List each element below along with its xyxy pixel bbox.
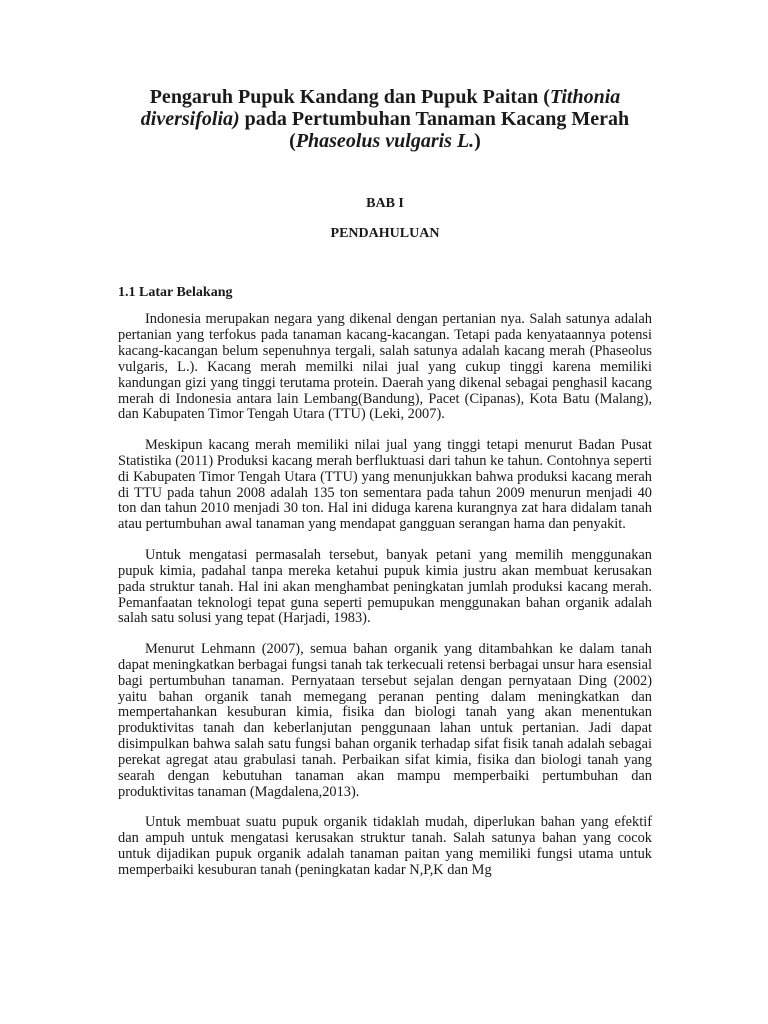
paragraph: Indonesia merupakan negara yang dikenal dengan pertanian nya. Salah satunya adalah pertanian yang terfokus pada tanaman kacang-kacangan. Tetapi pada kenyataannya potensi kacang-kacangan belum sepenuhnya tergali, salah satunya adalah kacang merah (Phaseolus vulgaris, L.). Kacang merah memilki nilai jual yang cukup tinggi karena memiliki kandungan gizi yang tinggi terutama protein. Daerah yang dikenal sebagai penghasil kacang merah di Indonesia antara lain Lembang(Bandung), Pacet (Cipanas), Kota Batu (Malang), dan Kabupaten Timor Tengah Utara (TTU) (Leki, 2007). (118, 311, 652, 423)
title-text-part-5: ) (474, 130, 481, 152)
section-heading: 1.1 Latar Belakang (118, 285, 233, 300)
chapter-title: PENDAHULUAN (330, 226, 440, 241)
title-text-part-3: pada Pertumbuhan Tanaman Kacang Merah ( (239, 108, 630, 152)
paragraph: Meskipun kacang merah memiliki nilai jual yang tinggi tetapi menurut Badan Pusat Statistika (2011) Produksi kacang merah berfluktuasi dari tahun ke tahun. Contohnya seperti di Kabupaten Timor Tengah Utara (TTU) yang menunjukkan bahwa produksi kacang merah di TTU pada tahun 2008 adalah 135 ton sementara pada tahun 2009 menurun menjadi 40 ton dan tahun 2010 menjadi 30 ton. Hal ini diduga karena kurangnya zat hara didalam tanah atau pertumbuhan awal tanaman yang mendapat gangguan serangan hama dan penyakit. (118, 436, 652, 533)
title-species-tithonia: Tithonia diversifolia) (140, 86, 621, 130)
paragraph: Untuk membuat suatu pupuk organik tidaklah mudah, diperlukan bahan yang efektif dan ampuh untuk mengatasi kerusakan struktur tanah. Salah satunya bahan yang cocok untuk dijadikan pupuk organik adalah tanaman paitan yang memiliki fungsi utama untuk memperbaiki kesuburan tanah (peningkatan kadar N,P,K dan Mg (118, 814, 652, 879)
title-species-phaseolus: Phaseolus vulgaris L. (295, 130, 475, 152)
body-text (118, 312, 652, 879)
paragraph: Untuk mengatasi permasalah tersebut, banyak petani yang memilih menggunakan pupuk kimia, padahal tanpa mereka ketahui pupuk kimia justru akan membuat kerusakan pada struktur tanah. Hal ini akan menghambat peningkatan jumlah produksi kacang merah. Pemanfaatan teknologi tepat guna seperti pemupukan menggunakan bahan organik adalah salah satu solusi yang tepat (Harjadi, 1983). (118, 546, 652, 627)
chapter-number: BAB I (366, 196, 404, 211)
title-text-part-1: Pengaruh Pupuk Kandang dan Pupuk Paitan ( (149, 86, 550, 108)
document-title (118, 86, 652, 152)
paragraph: Menurut Lehmann (2007), semua bahan organik yang ditambahkan ke dalam tanah dapat meningkatkan berbagai fungsi tanah tak terkecuali retensi berbagai unsur hara esensial bagi pertumbuhan tanaman. Pernyataan tersebut sejalan dengan pernyataan Ding (2002) yaitu bahan organik tanah memegang peranan penting dalam meningkatkan dan mempertahankan kesuburan kimia, fisika dan biologi tanah yang akan menentukan produktivitas tanah dan keberlanjutan penggunaan lahan untuk pertanian. Jadi dapat disimpulkan bahwa salah satu fungsi bahan organik terhadap sifat fisik tanah adalah sebagai perekat agregat atau grabulasi tanah. Perbaikan sifat kimia, fisika dan biologi tanah yang searah dengan kebutuhan tanaman akan mampu memperbaiki pertumbuhan dan produktivitas tanaman (Magdalena,2013). (118, 640, 652, 800)
